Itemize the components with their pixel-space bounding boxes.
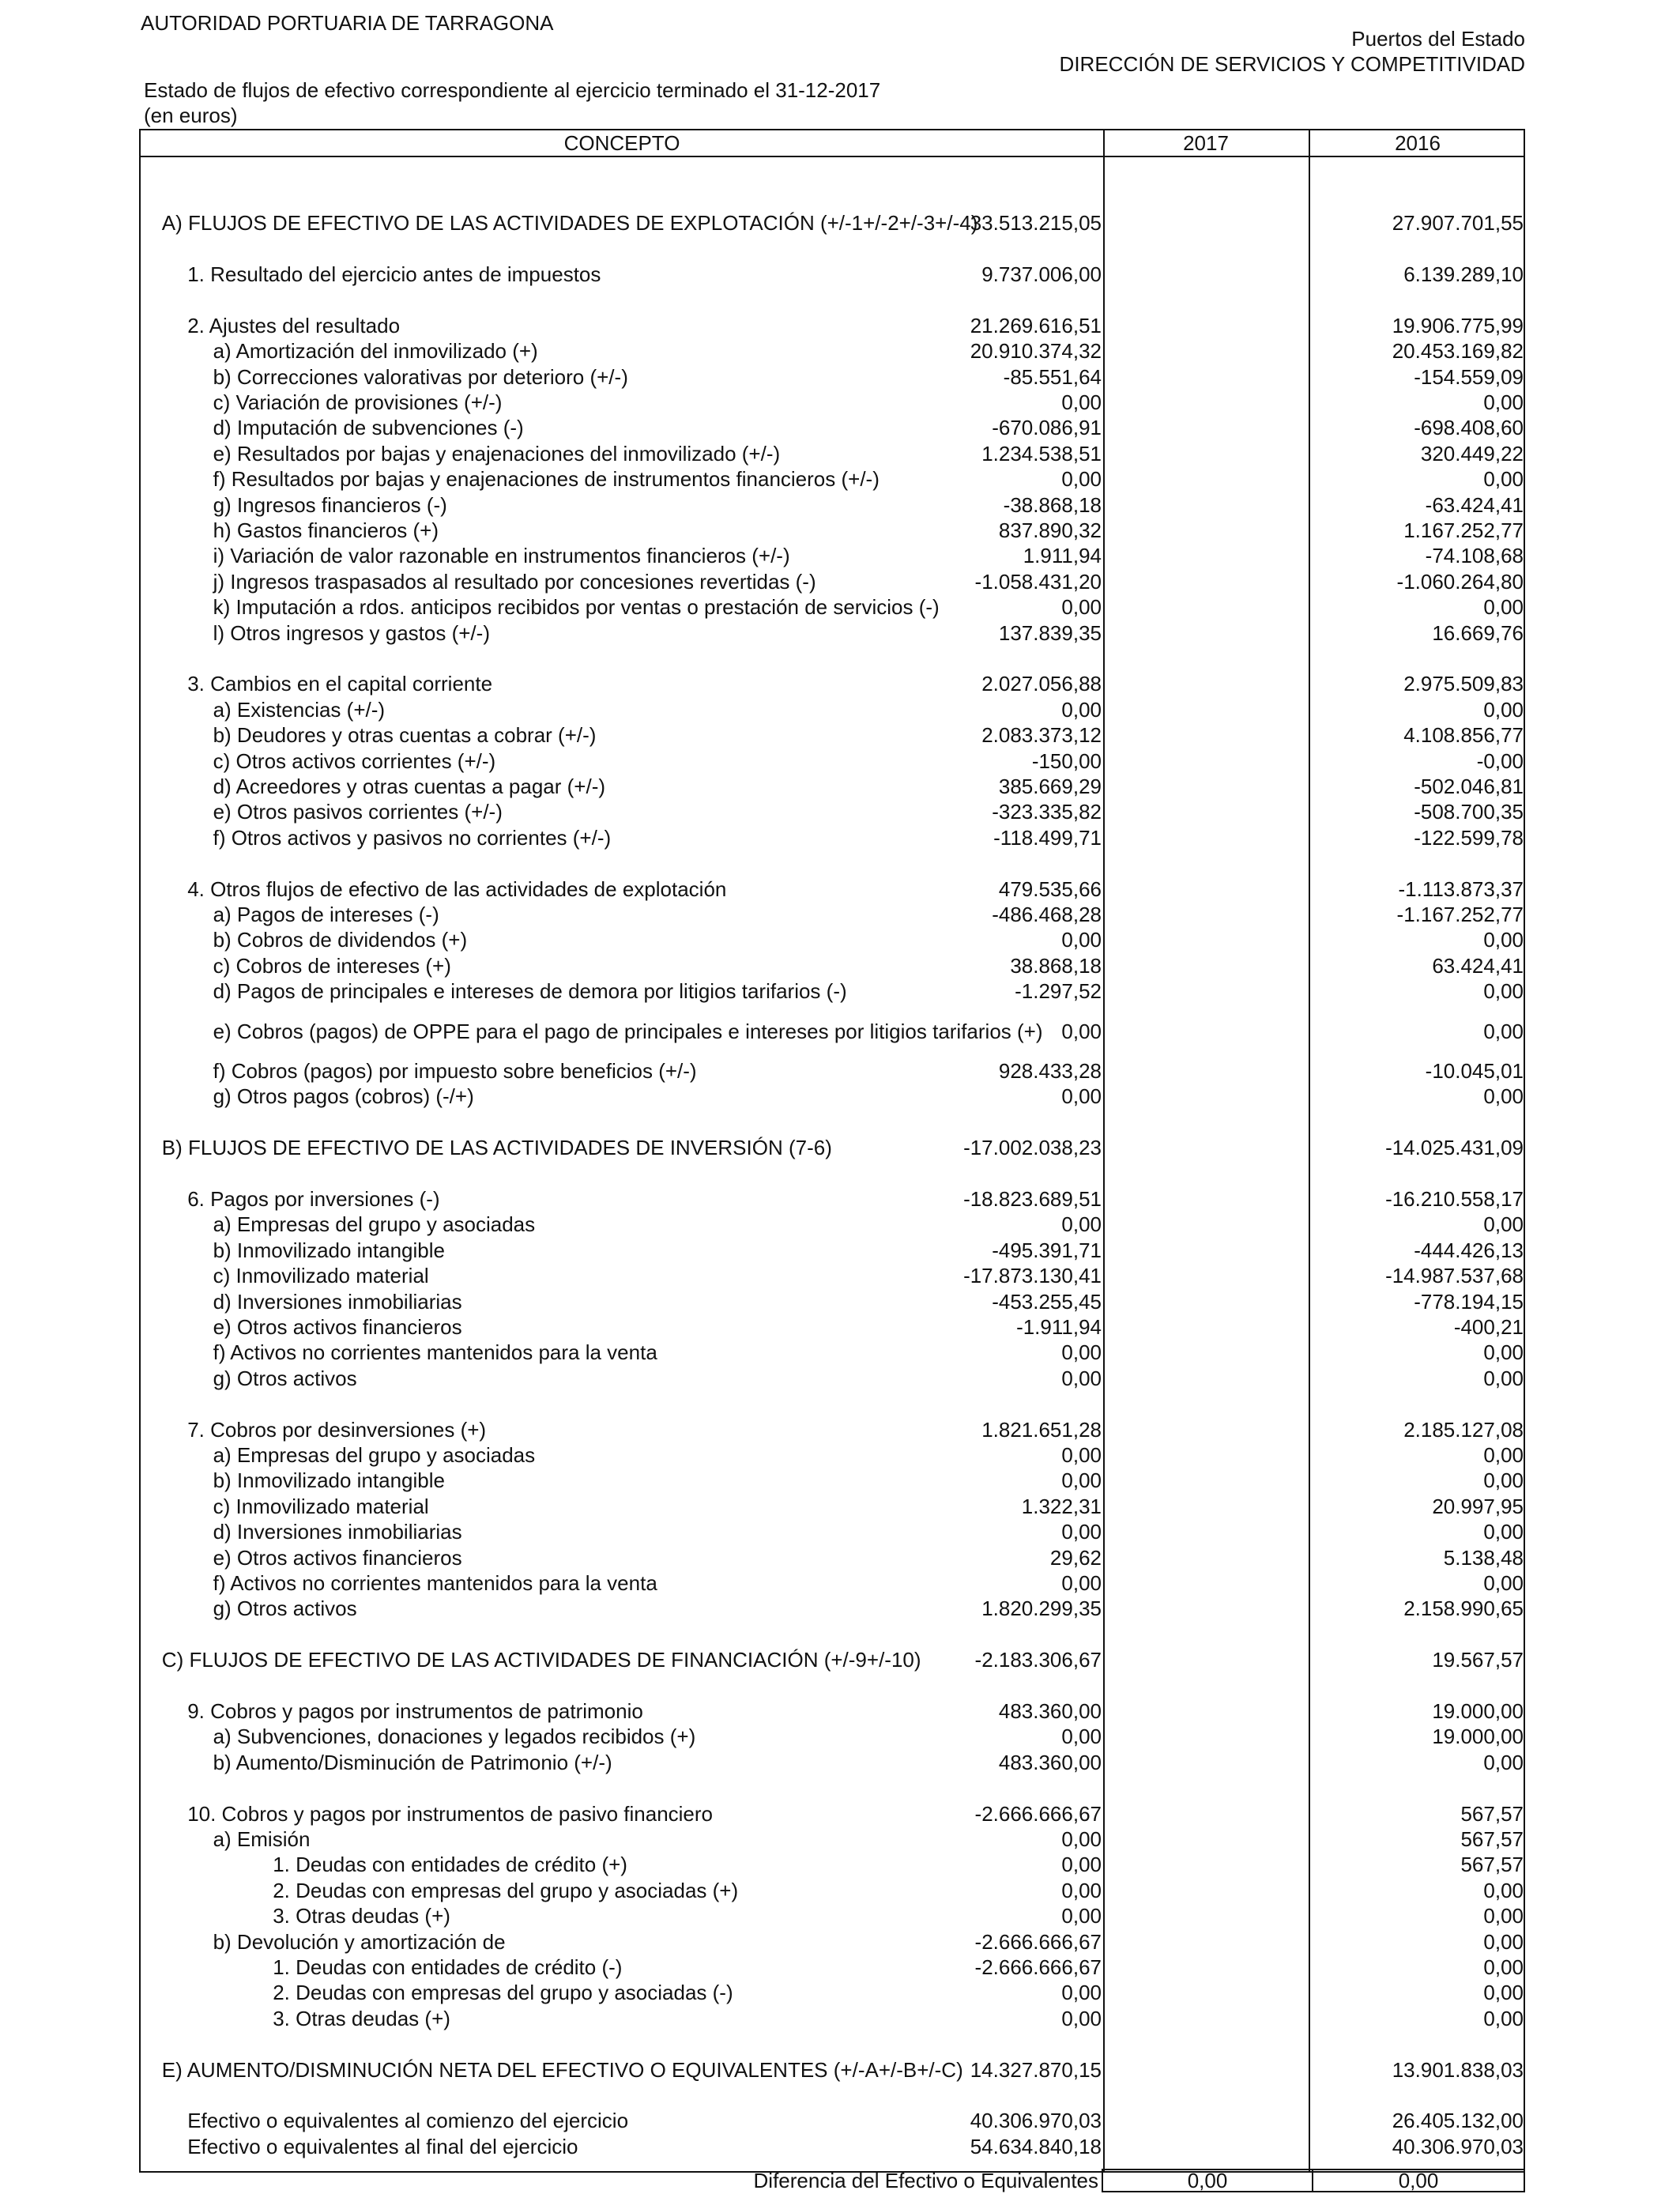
difference-label: Diferencia del Efectivo o Equivalentes: [753, 2169, 1098, 2192]
table-row: [141, 1698, 1527, 1724]
row-value-2017: -85.551,64: [1003, 364, 1102, 389]
row-value-2017: 0,00: [1061, 1468, 1102, 1493]
table-row: [141, 543, 1527, 568]
row-value-2017: 0,00: [1061, 595, 1102, 620]
table-row: [141, 1596, 1527, 1621]
row-concept: c) Otros activos corrientes (+/-): [213, 748, 496, 773]
row-value-2017: 9.737.006,00: [981, 262, 1102, 286]
row-value-2017: 0,00: [1061, 1084, 1102, 1109]
row-value-2017: 0,00: [1061, 1981, 1102, 2005]
row-concept: a) Emisión: [213, 1827, 311, 1851]
row-value-2017: 0,00: [1061, 697, 1102, 722]
row-concept: g) Ingresos financieros (-): [213, 492, 447, 517]
table-row: [141, 1289, 1527, 1314]
row-value-2017: 0,00: [1061, 1366, 1102, 1390]
row-concept: j) Ingresos traspasados al resultado por concesiones revertidas (-): [213, 569, 816, 594]
column-header-2017: 2017: [1183, 131, 1229, 155]
table-row: [141, 927, 1527, 952]
table-row: [141, 466, 1527, 492]
row-value-2016: 0,00: [1483, 1571, 1524, 1595]
row-value-2016: 0,00: [1483, 1981, 1524, 2005]
row-concept: f) Activos no corrientes mantenidos para la venta: [213, 1340, 657, 1365]
row-concept: d) Inversiones inmobiliarias: [213, 1520, 462, 1544]
row-value-2017: 483.360,00: [998, 1699, 1102, 1723]
row-value-2017: -453.255,45: [992, 1289, 1102, 1314]
row-value-2016: 0,00: [1483, 697, 1524, 722]
header-divider: [141, 156, 1524, 157]
row-concept: c) Cobros de intereses (+): [213, 953, 451, 978]
row-concept: 6. Pagos por inversiones (-): [187, 1187, 440, 1211]
row-concept: b) Aumento/Disminución de Patrimonio (+/-): [213, 1750, 612, 1774]
row-concept: 1. Resultado del ejercicio antes de impuestos: [187, 262, 601, 286]
row-concept: a) Amortización del inmovilizado (+): [213, 339, 538, 364]
row-concept: E) AUMENTO/DISMINUCIÓN NETA DEL EFECTIVO O EQUIVALENTES (+/-A+/-B+/-C): [161, 2057, 963, 2082]
table-row: [141, 1570, 1527, 1596]
row-value-2016: 0,00: [1483, 1019, 1524, 1043]
row-value-2016: 0,00: [1483, 1750, 1524, 1774]
table-row: [141, 569, 1527, 594]
row-concept: f) Cobros (pagos) por impuesto sobre beneficios (+/-): [213, 1059, 697, 1083]
row-value-2017: 1.234.538,51: [981, 441, 1102, 466]
table-row: [141, 518, 1527, 543]
row-concept: d) Imputación de subvenciones (-): [213, 416, 524, 440]
row-value-2017: -323.335,82: [992, 800, 1102, 824]
row-value-2017: -38.868,18: [1003, 492, 1102, 517]
row-value-2017: 0,00: [1061, 1827, 1102, 1851]
cash-flow-table: [139, 129, 1525, 2173]
row-value-2017: 40.306.970,03: [970, 2109, 1102, 2133]
row-value-2017: 2.083.373,12: [981, 723, 1102, 748]
row-value-2016: 0,00: [1483, 1443, 1524, 1467]
row-concept: e) Otros pasivos corrientes (+/-): [213, 800, 503, 824]
table-row: [141, 338, 1527, 364]
row-value-2017: 0,00: [1061, 928, 1102, 952]
row-value-2016: 0,00: [1483, 1929, 1524, 1954]
row-value-2016: -16.210.558,17: [1385, 1187, 1524, 1211]
table-row: [141, 1878, 1527, 1903]
row-value-2017: 0,00: [1061, 1725, 1102, 1749]
table-row: [141, 1417, 1527, 1442]
table-row: [141, 1519, 1527, 1544]
row-value-2016: -502.046,81: [1414, 775, 1524, 798]
row-concept: f) Resultados por bajas y enajenaciones de instrumentos financieros (+/-): [213, 467, 880, 492]
row-value-2016: 26.405.132,00: [1392, 2109, 1524, 2133]
row-value-2017: 20.910.374,32: [970, 339, 1102, 364]
row-value-2016: -14.987.537,68: [1385, 1264, 1524, 1288]
row-value-2017: 479.535,66: [998, 876, 1102, 901]
table-row: [141, 1442, 1527, 1468]
row-value-2017: 385.669,29: [998, 775, 1102, 798]
table-row: [141, 620, 1527, 646]
row-concept: l) Otros ingresos y gastos (+/-): [213, 620, 490, 645]
row-value-2016: 5.138,48: [1443, 1545, 1524, 1570]
row-value-2017: 2.027.056,88: [981, 672, 1102, 696]
row-concept: B) FLUJOS DE EFECTIVO DE LAS ACTIVIDADES DE INVERSIÓN (7-6): [161, 1136, 832, 1160]
row-value-2016: 0,00: [1483, 928, 1524, 952]
row-value-2016: 0,00: [1483, 1468, 1524, 1493]
row-value-2016: -14.025.431,09: [1385, 1136, 1524, 1160]
row-value-2016: 19.567,57: [1432, 1648, 1524, 1672]
table-row: [141, 876, 1527, 902]
row-value-2016: 63.424,41: [1432, 953, 1524, 978]
row-concept: f) Activos no corrientes mantenidos para la venta: [213, 1571, 657, 1595]
row-concept: f) Otros activos y pasivos no corrientes (+/-): [213, 825, 612, 850]
table-row: [141, 415, 1527, 440]
table-row: [141, 1903, 1527, 1928]
row-value-2017: 1.821.651,28: [981, 1417, 1102, 1442]
table-row: [141, 953, 1527, 978]
table-row: [141, 978, 1527, 1004]
row-concept: b) Deudores y otras cuentas a cobrar (+/-): [213, 723, 597, 748]
row-value-2017: 0,00: [1061, 1878, 1102, 1902]
table-row: [141, 441, 1527, 466]
row-concept: g) Otros activos: [213, 1366, 357, 1390]
row-value-2016: 13.901.838,03: [1392, 2057, 1524, 2082]
row-value-2016: 0,00: [1483, 595, 1524, 620]
table-row: [141, 1366, 1527, 1391]
row-value-2017: 137.839,35: [998, 620, 1102, 645]
table-row: [141, 313, 1527, 338]
table-row: [141, 262, 1527, 287]
table-row: [141, 1238, 1527, 1263]
row-value-2017: -150,00: [1031, 748, 1102, 773]
table-row: [141, 210, 1527, 236]
row-concept: a) Existencias (+/-): [213, 697, 386, 722]
row-value-2016: 40.306.970,03: [1392, 2134, 1524, 2158]
row-value-2016: 2.975.509,83: [1403, 672, 1524, 696]
row-value-2016: -154.559,09: [1414, 364, 1524, 389]
row-value-2016: 19.000,00: [1432, 1699, 1524, 1723]
row-value-2016: -122.599,78: [1414, 825, 1524, 850]
row-concept: h) Gastos financieros (+): [213, 518, 439, 542]
row-concept: d) Inversiones inmobiliarias: [213, 1289, 462, 1314]
row-value-2017: 0,00: [1061, 1571, 1102, 1595]
row-concept: d) Acreedores y otras cuentas a pagar (+/-): [213, 775, 606, 798]
row-value-2016: -400,21: [1453, 1315, 1524, 1339]
row-value-2017: -18.823.689,51: [963, 1187, 1102, 1211]
table-row: [141, 390, 1527, 415]
row-concept: c) Variación de provisiones (+/-): [213, 390, 503, 414]
table-row: [141, 1647, 1527, 1672]
row-concept: C) FLUJOS DE EFECTIVO DE LAS ACTIVIDADES DE FINANCIACIÓN (+/-9+/-10): [161, 1648, 921, 1672]
row-concept: 3. Otras deudas (+): [273, 2006, 450, 2030]
row-value-2017: -1.058.431,20: [974, 569, 1102, 594]
row-value-2016: 0,00: [1483, 467, 1524, 492]
row-value-2017: 0,00: [1061, 1212, 1102, 1237]
table-row: [141, 1750, 1527, 1775]
row-concept: b) Correcciones valorativas por deterioro (+/-): [213, 364, 628, 389]
row-value-2016: -698.408,60: [1414, 416, 1524, 440]
table-row: [141, 2006, 1527, 2031]
row-value-2016: -444.426,13: [1414, 1238, 1524, 1262]
row-value-2017: 0,00: [1061, 1443, 1102, 1467]
table-row: [141, 1186, 1527, 1212]
row-concept: e) Otros activos financieros: [213, 1545, 462, 1570]
row-concept: 1. Deudas con entidades de crédito (-): [273, 1955, 623, 1979]
row-value-2016: -74.108,68: [1425, 544, 1524, 568]
row-value-2016: 19.906.775,99: [1392, 313, 1524, 337]
table-row: [141, 902, 1527, 927]
row-value-2017: -670.086,91: [992, 416, 1102, 440]
column-header-concept: CONCEPTO: [563, 131, 680, 155]
row-value-2017: 29,62: [1049, 1545, 1102, 1570]
row-value-2016: 0,00: [1483, 1340, 1524, 1365]
row-concept: e) Resultados por bajas y enajenaciones del inmovilizado (+/-): [213, 441, 781, 466]
row-value-2016: 567,57: [1460, 1801, 1524, 1826]
row-concept: i) Variación de valor razonable en instrumentos financieros (+/-): [213, 544, 790, 568]
row-concept: Efectivo o equivalentes al comienzo del ejercicio: [187, 2109, 629, 2133]
row-value-2016: -508.700,35: [1414, 800, 1524, 824]
row-value-2016: 20.453.169,82: [1392, 339, 1524, 364]
row-value-2016: 16.669,76: [1432, 620, 1524, 645]
row-concept: A) FLUJOS DE EFECTIVO DE LAS ACTIVIDADES DE EXPLOTACIÓN (+/-1+/-2+/-3+/-4): [161, 211, 978, 236]
row-value-2017: 14.327.870,15: [970, 2057, 1102, 2082]
row-value-2017: 1.322,31: [1021, 1494, 1102, 1518]
row-concept: b) Inmovilizado intangible: [213, 1238, 445, 1262]
row-value-2017: -2.666.666,67: [974, 1929, 1102, 1954]
row-concept: 3. Otras deudas (+): [273, 1904, 450, 1928]
table-row: [141, 1494, 1527, 1519]
row-concept: g) Otros pagos (cobros) (-/+): [213, 1084, 474, 1109]
row-value-2017: 483.360,00: [998, 1750, 1102, 1774]
row-value-2017: 0,00: [1061, 1853, 1102, 1877]
row-concept: e) Cobros (pagos) de OPPE para el pago de principales e intereses por litigios tarifarios (+): [213, 1019, 1043, 1043]
row-value-2016: 1.167.252,77: [1403, 518, 1524, 542]
row-concept: 2. Deudas con empresas del grupo y asociadas (-): [273, 1981, 733, 2005]
row-value-2016: 6.139.289,10: [1403, 262, 1524, 286]
table-row: [141, 774, 1527, 799]
statement-title: Estado de flujos de efectivo correspondiente al ejercicio terminado el 31-12-2017: [144, 78, 881, 102]
row-value-2016: 0,00: [1483, 1955, 1524, 1979]
row-concept: g) Otros activos: [213, 1596, 357, 1621]
row-value-2016: 0,00: [1483, 1084, 1524, 1109]
division-name: DIRECCIÓN DE SERVICIOS Y COMPETITIVIDAD: [1059, 52, 1525, 76]
row-concept: 2. Deudas con empresas del grupo y asociadas (+): [273, 1878, 739, 1902]
table-row: [141, 1468, 1527, 1493]
row-value-2017: 21.269.616,51: [970, 313, 1102, 337]
row-value-2016: -778.194,15: [1414, 1289, 1524, 1314]
row-value-2017: 0,00: [1061, 1520, 1102, 1544]
table-row: [141, 1801, 1527, 1826]
table-row: [141, 1019, 1527, 1044]
row-value-2016: 0,00: [1483, 1520, 1524, 1544]
row-value-2016: 0,00: [1483, 1904, 1524, 1928]
table-row: [141, 1826, 1527, 1852]
table-row: [141, 825, 1527, 850]
row-concept: 10. Cobros y pagos por instrumentos de pasivo financiero: [187, 1801, 714, 1826]
table-row: [141, 594, 1527, 620]
table-row: [141, 1545, 1527, 1570]
row-value-2016: 2.185.127,08: [1403, 1417, 1524, 1442]
table-row: [141, 1955, 1527, 1980]
row-concept: c) Inmovilizado material: [213, 1264, 429, 1288]
table-row: [141, 1263, 1527, 1288]
table-row: [141, 1212, 1527, 1237]
table-row: [141, 2134, 1527, 2159]
row-value-2017: 0,00: [1061, 467, 1102, 492]
row-value-2017: 0,00: [1061, 390, 1102, 414]
row-value-2017: 0,00: [1061, 1019, 1102, 1043]
row-value-2017: 54.634.840,18: [970, 2134, 1102, 2158]
row-concept: 3. Cambios en el capital corriente: [187, 672, 493, 696]
row-value-2016: 4.108.856,77: [1403, 723, 1524, 748]
table-row: [141, 1314, 1527, 1340]
difference-2017: 0,00: [1187, 2169, 1228, 2192]
row-concept: e) Otros activos financieros: [213, 1315, 462, 1339]
row-value-2017: -2.183.306,67: [974, 1648, 1102, 1672]
row-value-2016: 567,57: [1460, 1853, 1524, 1877]
row-value-2016: -0,00: [1476, 748, 1524, 773]
row-value-2017: -2.666.666,67: [974, 1955, 1102, 1979]
agency-name: Puertos del Estado: [1351, 27, 1525, 51]
row-concept: 4. Otros flujos de efectivo de las actividades de explotación: [187, 876, 727, 901]
row-value-2017: 0,00: [1061, 2006, 1102, 2030]
row-value-2016: 567,57: [1460, 1827, 1524, 1851]
row-value-2016: -10.045,01: [1425, 1059, 1524, 1083]
row-value-2017: 928.433,28: [998, 1059, 1102, 1083]
row-value-2016: 0,00: [1483, 390, 1524, 414]
row-value-2017: -2.666.666,67: [974, 1801, 1102, 1826]
row-concept: 9. Cobros y pagos por instrumentos de patrimonio: [187, 1699, 643, 1723]
row-value-2016: 0,00: [1483, 1878, 1524, 1902]
table-row: [141, 1084, 1527, 1109]
organization-name: AUTORIDAD PORTUARIA DE TARRAGONA: [141, 11, 554, 35]
table-row: [141, 1852, 1527, 1877]
table-row: [141, 364, 1527, 390]
row-concept: 7. Cobros por desinversiones (+): [187, 1417, 487, 1442]
row-value-2017: 837.890,32: [998, 518, 1102, 542]
table-row: [141, 748, 1527, 774]
row-value-2016: -1.167.252,77: [1396, 903, 1524, 926]
row-value-2016: 0,00: [1483, 979, 1524, 1004]
row-concept: Efectivo o equivalentes al final del ejercicio: [187, 2134, 578, 2158]
table-row: [141, 492, 1527, 518]
row-value-2016: -1.113.873,37: [1398, 876, 1524, 901]
row-value-2016: 320.449,22: [1420, 441, 1524, 466]
row-value-2017: 0,00: [1061, 1904, 1102, 1928]
row-concept: a) Pagos de intereses (-): [213, 903, 439, 926]
row-value-2016: -1.060.264,80: [1396, 569, 1524, 594]
row-concept: b) Cobros de dividendos (+): [213, 928, 468, 952]
row-value-2016: 27.907.701,55: [1392, 211, 1524, 236]
row-value-2017: -17.873.130,41: [963, 1264, 1102, 1288]
table-row: [141, 1058, 1527, 1084]
row-value-2016: 19.000,00: [1432, 1725, 1524, 1749]
row-value-2016: 0,00: [1483, 1366, 1524, 1390]
difference-box: [1102, 2169, 1525, 2192]
table-row: [141, 1135, 1527, 1160]
row-value-2016: -63.424,41: [1425, 492, 1524, 517]
column-header-2016: 2016: [1395, 131, 1441, 155]
row-concept: b) Inmovilizado intangible: [213, 1468, 445, 1493]
row-value-2017: 1.820.299,35: [981, 1596, 1102, 1621]
row-concept: c) Inmovilizado material: [213, 1494, 429, 1518]
row-value-2017: -495.391,71: [992, 1238, 1102, 1262]
row-value-2017: 1.911,94: [1023, 544, 1102, 568]
row-concept: a) Empresas del grupo y asociadas: [213, 1212, 536, 1237]
row-value-2017: -118.499,71: [993, 825, 1102, 850]
table-row: [141, 1929, 1527, 1955]
table-row: [141, 799, 1527, 824]
currency-units: (en euros): [144, 104, 238, 127]
row-value-2017: -1.911,94: [1016, 1315, 1102, 1339]
table-row: [141, 671, 1527, 696]
row-value-2017: 0,00: [1061, 1340, 1102, 1365]
row-value-2016: 20.997,95: [1432, 1494, 1524, 1518]
row-concept: k) Imputación a rdos. anticipos recibidos por ventas o prestación de servicios (-): [213, 595, 940, 620]
row-value-2017: 38.868,18: [1010, 953, 1102, 978]
row-value-2016: 0,00: [1483, 2006, 1524, 2030]
table-row: [141, 2057, 1527, 2083]
row-concept: a) Empresas del grupo y asociadas: [213, 1443, 536, 1467]
row-concept: 1. Deudas con entidades de crédito (+): [273, 1853, 627, 1877]
row-concept: b) Devolución y amortización de: [213, 1929, 506, 1954]
table-row: [141, 697, 1527, 722]
table-row: [141, 722, 1527, 748]
row-value-2017: -1.297,52: [1015, 979, 1102, 1004]
table-row: [141, 1980, 1527, 2005]
table-row: [141, 2108, 1527, 2133]
row-concept: 2. Ajustes del resultado: [187, 313, 401, 337]
row-concept: a) Subvenciones, donaciones y legados recibidos (+): [213, 1725, 696, 1749]
row-value-2017: -17.002.038,23: [963, 1136, 1102, 1160]
row-concept: d) Pagos de principales e intereses de demora por litigios tarifarios (-): [213, 979, 847, 1004]
table-row: [141, 1340, 1527, 1365]
row-value-2016: 2.158.990,65: [1403, 1596, 1524, 1621]
row-value-2017: 33.513.215,05: [970, 211, 1102, 236]
row-value-2017: -486.468,28: [992, 903, 1102, 926]
table-row: [141, 1724, 1527, 1749]
difference-2016: 0,00: [1398, 2169, 1439, 2192]
row-value-2016: 0,00: [1483, 1212, 1524, 1237]
